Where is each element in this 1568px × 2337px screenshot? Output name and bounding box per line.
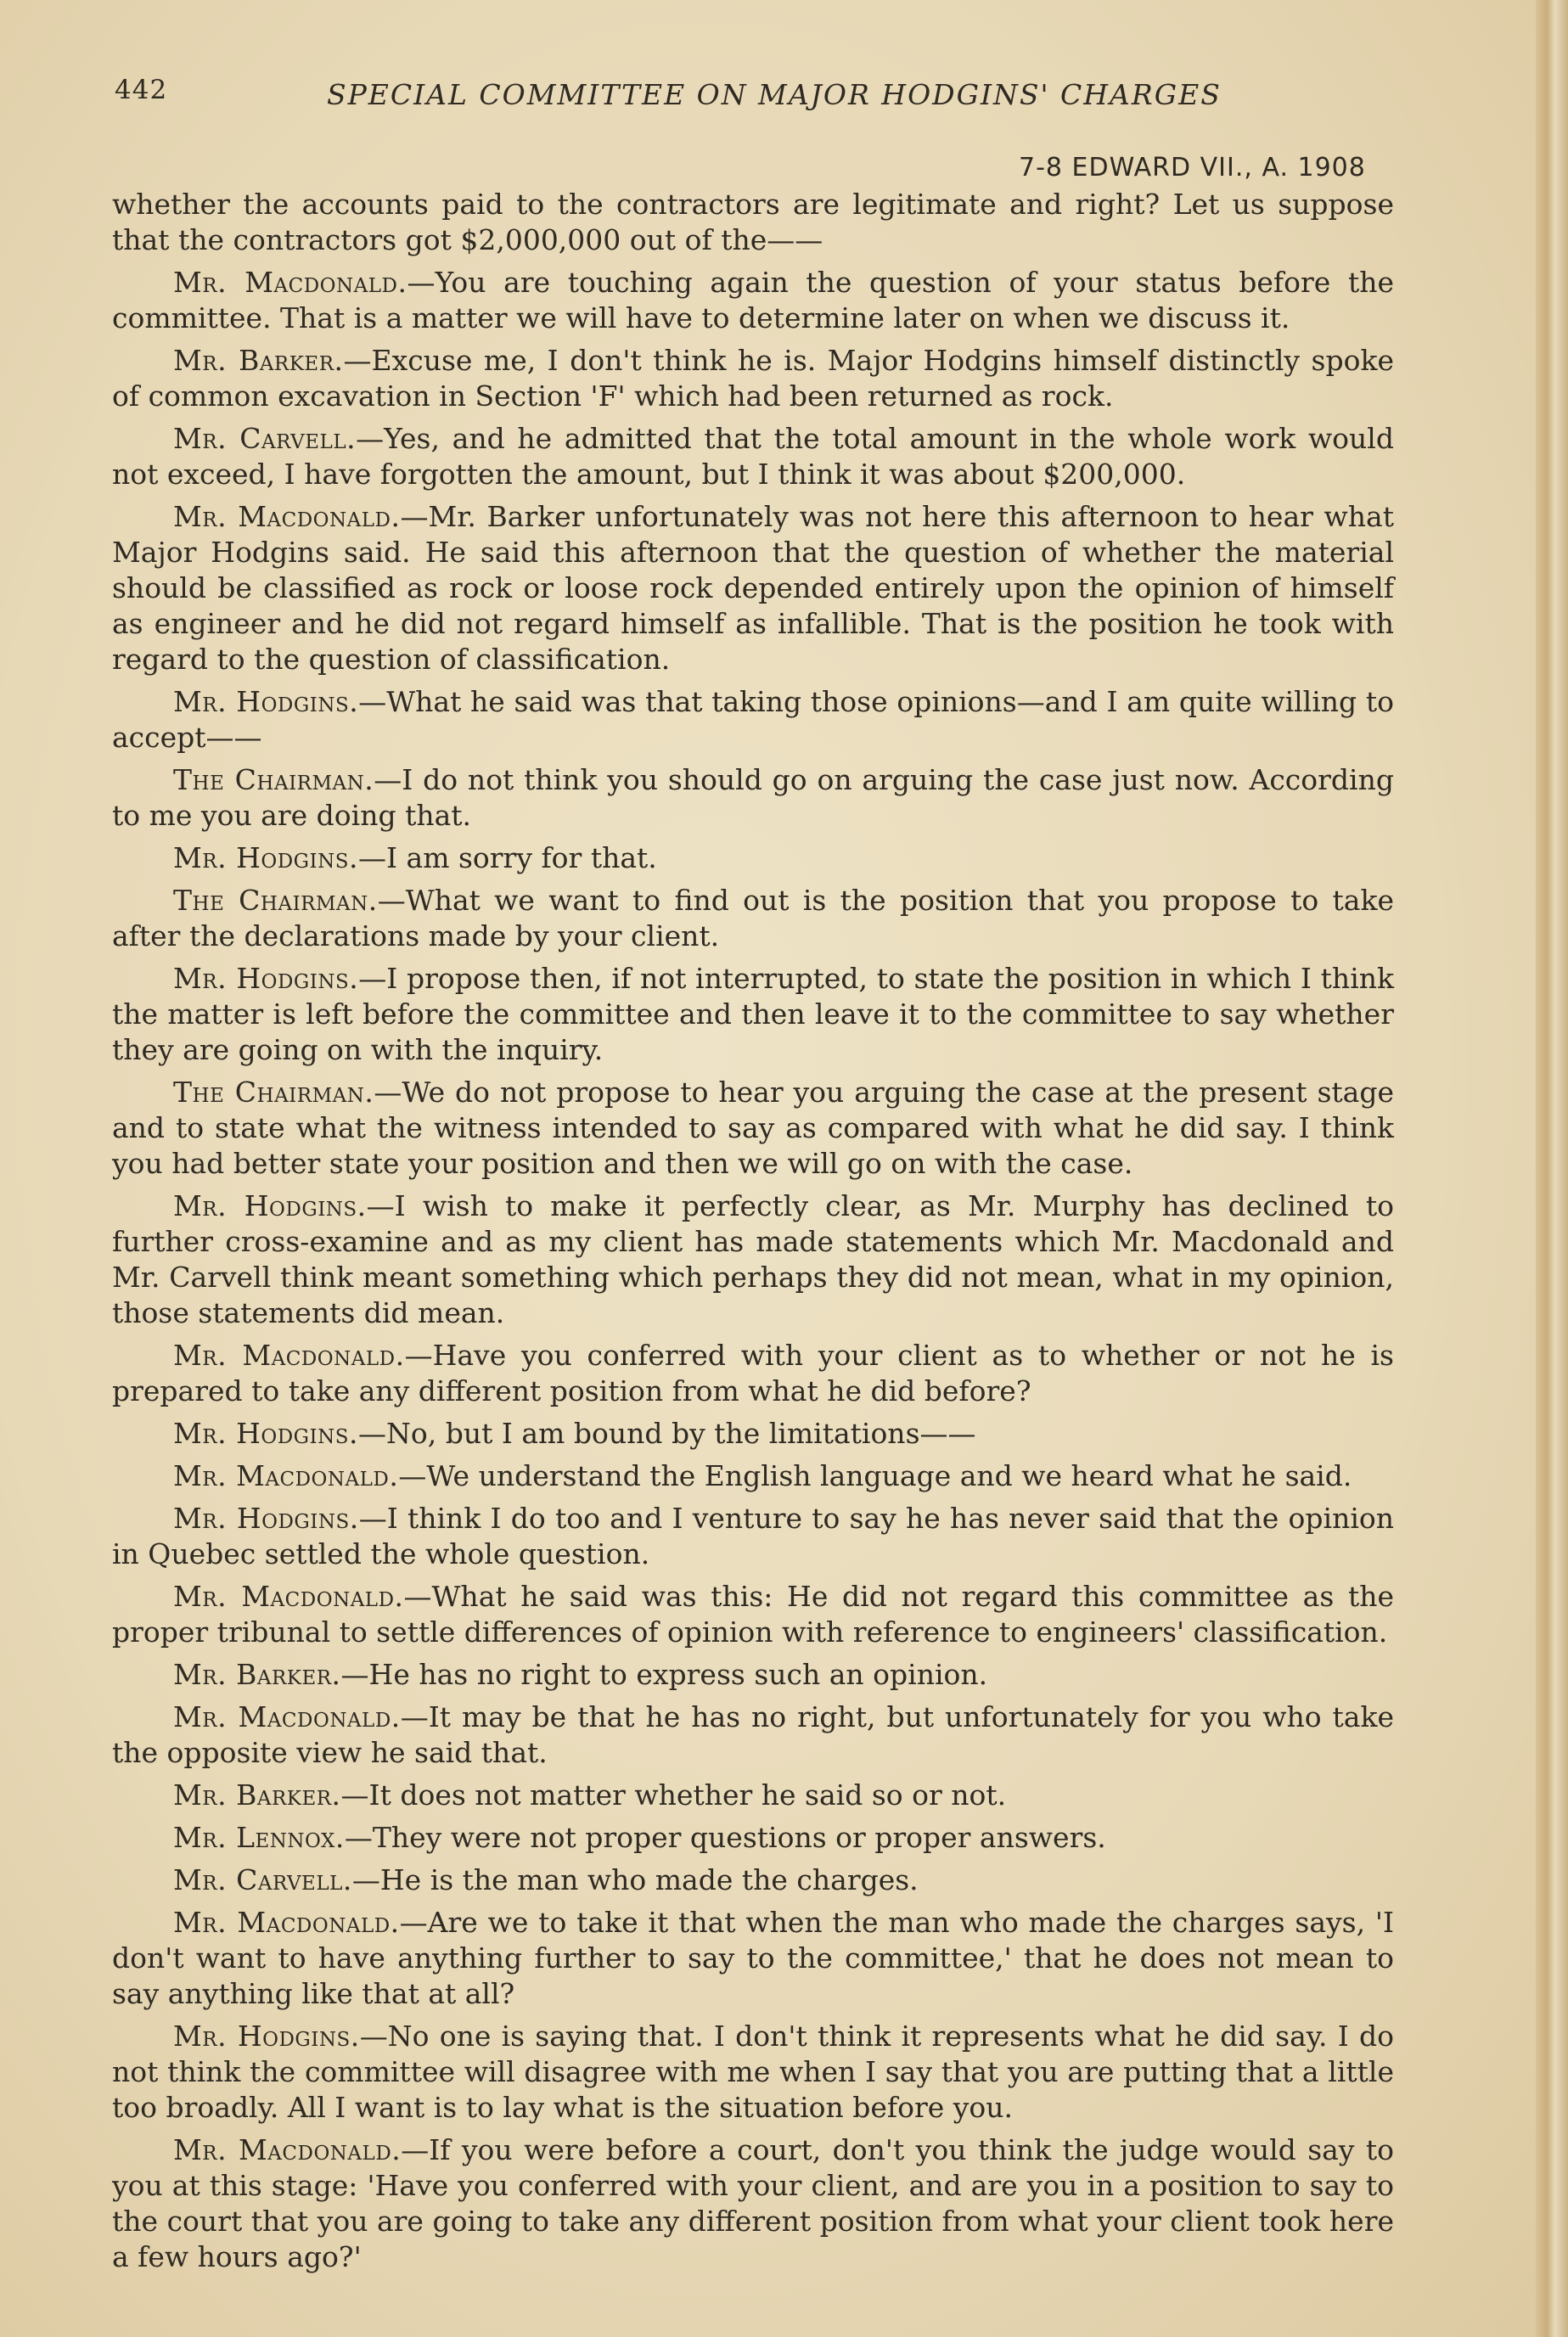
paragraph-text: —What he said was that taking those opinions—and I am quite willing to accept—— [112, 685, 1395, 754]
paragraph-text: —We do not propose to hear you arguing the case at the present stage and to state what the witness intended to say as compared with what he did say. I think you had better state your position and then we will go on with the case. [112, 1076, 1394, 1180]
paragraph [112, 1657, 1394, 1693]
speaker-name: Mr. Macdonald. [173, 1906, 400, 1939]
edition-line: 7-8 EDWARD VII., A. 1908 [1019, 153, 1366, 183]
paragraph [112, 1579, 1394, 1650]
paragraph [112, 1820, 1394, 1856]
speaker-name: Mr. Hodgins. [173, 1417, 358, 1450]
speaker-name: Mr. Carvell. [173, 422, 357, 455]
speaker-name: Mr. Macdonald. [173, 266, 407, 299]
paragraph-text: whether the accounts paid to the contractors are legitimate and right? Let us suppose that the contractors got $2,000,000 out of the—— [112, 188, 1394, 256]
paragraph-text: —It may be that he has no right, but unfortunately for you who take the opposite view he said that. [112, 1700, 1394, 1769]
paragraph [112, 1778, 1394, 1813]
body-text [112, 187, 1394, 2282]
paragraph-text: —He has no right to express such an opinion. [340, 1658, 988, 1691]
speaker-name: The Chairman. [173, 763, 374, 796]
paragraph-text: —If you were before a court, don't you think the judge would say to you at this stage: 'Have you conferred with your client, and are you in a position to say to the court that you are going to take any different position from what your client took here a few hours ago?' [112, 2133, 1394, 2273]
paragraph-text: —No one is saying that. I don't think it represents what he did say. I do not think the committee will disagree with me when I say that you are putting that a little too broadly. All I want is to lay what is the situation before you. [112, 2020, 1394, 2124]
paragraph [112, 2132, 1394, 2275]
speaker-name: Mr. Macdonald. [173, 1339, 405, 1372]
speaker-name: Mr. Hodgins. [173, 685, 359, 718]
paragraph-text: —What he said was this: He did not regard this committee as the proper tribunal to settle differences of opinion with reference to engineers' classification. [112, 1580, 1394, 1649]
paragraph [112, 1862, 1394, 1898]
speaker-name: Mr. Macdonald. [173, 1459, 399, 1492]
paragraph [112, 1416, 1394, 1452]
speaker-name: The Chairman. [173, 1076, 374, 1109]
paragraph [112, 265, 1394, 336]
paragraph [112, 1699, 1394, 1771]
speaker-name: The Chairman. [173, 884, 378, 917]
paragraph [112, 1075, 1394, 1182]
paragraph [112, 1188, 1394, 1331]
speaker-name: Mr. Lennox. [173, 1821, 345, 1854]
paragraph-text: —I do not think you should go on arguing the case just now. According to me you are doing that. [112, 763, 1394, 832]
paragraph [112, 499, 1394, 677]
paragraph-text: —I am sorry for that. [358, 841, 657, 874]
paragraph [112, 421, 1394, 492]
speaker-name: Mr. Macdonald. [173, 2133, 402, 2166]
paragraph [112, 2019, 1394, 2126]
speaker-name: Mr. Macdonald. [173, 1580, 404, 1613]
paragraph [112, 840, 1394, 876]
speaker-name: Mr. Macdonald. [173, 1700, 401, 1733]
paragraph-text: —Mr. Barker unfortunately was not here this afternoon to hear what Major Hodgins said. He said this afternoon that the question of whether the material should be classified as rock or loose rock depended entirely upon the opinion of himself as engineer and he did not regard himself as infallible. That is the position he took with regard to the question of classification. [112, 500, 1394, 676]
paragraph [112, 762, 1394, 834]
paragraph [112, 1501, 1394, 1572]
paragraph-text: —Are we to take it that when the man who made the charges says, 'I don't want to have anything further to say to the committee,' that he does not mean to say anything like that at all? [112, 1906, 1394, 2010]
paragraph [112, 343, 1394, 414]
speaker-name: Mr. Hodgins. [173, 1189, 367, 1222]
speaker-name: Mr. Barker. [173, 1658, 341, 1691]
paragraph-text: —I wish to make it perfectly clear, as Mr. Murphy has declined to further cross-examine and as my client has made statements which Mr. Macdonald and Mr. Carvell think meant something which perhaps they did not mean, what in my opinion, those statements did mean. [112, 1189, 1394, 1329]
paragraph [112, 187, 1394, 258]
paragraph-text: —I think I do too and I venture to say he has never said that the opinion in Quebec settled the whole question. [112, 1502, 1395, 1570]
speaker-name: Mr. Macdonald. [173, 500, 401, 533]
paragraph-text: —What we want to find out is the position that you propose to take after the declarations made by your client. [112, 884, 1394, 952]
paragraph-text: —They were not proper questions or proper answers. [344, 1821, 1106, 1854]
paragraph-text: —It does not matter whether he said so or not. [340, 1778, 1007, 1812]
speaker-name: Mr. Carvell. [173, 1863, 352, 1896]
paragraph [112, 1338, 1394, 1409]
paragraph-text: —Excuse me, I don't think he is. Major Hodgins himself distinctly spoke of common excavation in Section 'F' which had been returned as rock. [112, 344, 1394, 413]
speaker-name: Mr. Barker. [173, 1778, 341, 1812]
paragraph-text: —Yes, and he admitted that the total amount in the whole work would not exceed, I have forgotten the amount, but I think it was about $200,000. [112, 422, 1394, 491]
paragraph [112, 883, 1394, 954]
running-title: SPECIAL COMMITTEE ON MAJOR HODGINS' CHARGES [327, 78, 1222, 111]
paragraph [112, 1905, 1394, 2012]
page-number: 442 [115, 75, 168, 105]
paragraph [112, 1458, 1394, 1494]
page-header [115, 75, 1439, 117]
paragraph-text: —No, but I am bound by the limitations—— [358, 1417, 976, 1450]
speaker-name: Mr. Hodgins. [173, 1502, 359, 1535]
paragraph-text: —We understand the English language and we heard what he said. [398, 1459, 1352, 1492]
paragraph-text: —You are touching again the question of your status before the committee. That is a matter we will have to determine later on when we discuss it. [112, 266, 1394, 334]
speaker-name: Mr. Hodgins. [173, 841, 358, 874]
paragraph-text: —I propose then, if not interrupted, to state the position in which I think the matter is left before the committee and then leave it to the committee to say whether they are going on with the inquiry. [112, 962, 1394, 1066]
paragraph [112, 684, 1394, 756]
paragraph-text: —Have you conferred with your client as to whether or not he is prepared to take any different position from what he did before? [112, 1339, 1394, 1407]
paragraph [112, 961, 1394, 1068]
book-spine-edge [1536, 0, 1568, 2337]
speaker-name: Mr. Hodgins. [173, 2020, 360, 2053]
paragraph-text: —He is the man who made the charges. [351, 1863, 919, 1896]
speaker-name: Mr. Barker. [173, 344, 344, 377]
speaker-name: Mr. Hodgins. [173, 962, 359, 995]
